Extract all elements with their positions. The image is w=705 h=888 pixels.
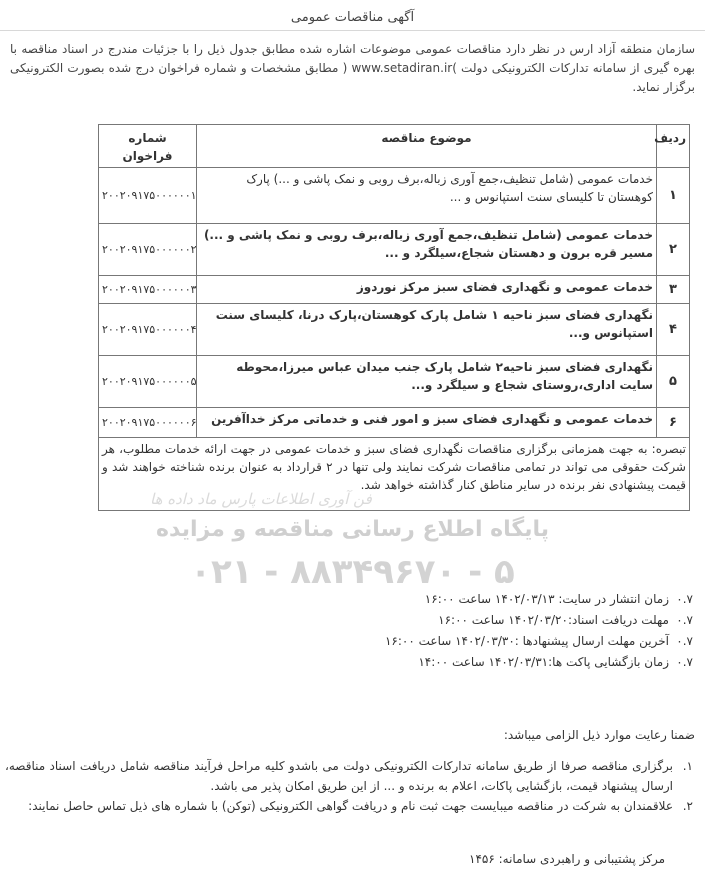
row-call-number: ۲۰۰۲۰۹۱۷۵۰۰۰۰۰۰۲: [99, 224, 197, 276]
row-subject: نگهداری فضای سبز ناحیه ۱ شامل پارک کوهستان،پارک درنا، کلیسای سنت استپانوس و...: [197, 304, 657, 356]
watermark-company: فن آوری اطلاعات پارس ماد داده ها: [150, 490, 372, 508]
list-marker: ۰.۷: [676, 655, 693, 669]
support-center: مرکز پشتیبانی و راهبردی سامانه: ۱۴۵۶: [469, 852, 665, 866]
table-row: [99, 224, 690, 276]
header-subject: موضوع مناقصه: [197, 125, 657, 168]
table-note-row: [99, 438, 690, 511]
row-call-number: ۲۰۰۲۰۹۱۷۵۰۰۰۰۰۰۵: [99, 356, 197, 408]
row-number: ۳: [657, 276, 690, 304]
list-marker: ۰.۷: [676, 613, 693, 627]
schedule-list: [385, 589, 695, 673]
list-marker: ۰.۷: [676, 592, 693, 606]
table-row: [99, 408, 690, 438]
row-number: ۲: [657, 224, 690, 276]
row-call-number: ۲۰۰۲۰۹۱۷۵۰۰۰۰۰۰۴: [99, 304, 197, 356]
opening-date: زمان بازگشایی پاکت ها:۱۴۰۲/۰۳/۳۱ ساعت ۱۴:۰۰: [418, 655, 669, 669]
header-row-number: ردیف: [657, 125, 690, 168]
table-row: [99, 168, 690, 224]
row-number: ۴: [657, 304, 690, 356]
list-marker: ۰.۷: [676, 634, 693, 648]
table-header-row: [99, 125, 690, 168]
requirements-list: [5, 756, 695, 816]
watermark-phone: ۰۲۱ - ۸۸۳۴۹۶۷۰ - ۵: [190, 552, 515, 592]
row-number: ۶: [657, 408, 690, 438]
page-title: آگهی مناقصات عمومی: [290, 10, 415, 25]
list-marker: ۱.: [682, 759, 693, 773]
watermark-portal-name: پایگاه اطلاع رسانی مناقصه و مزایده: [156, 517, 549, 542]
tender-table: [98, 124, 690, 511]
row-subject: نگهداری فضای سبز ناحیه۲ شامل پارک جنب میدان عباس میرزا،محوطه سایت اداری،روستای شجاع و سیلگرد و...: [197, 356, 657, 408]
table-row: [99, 276, 690, 304]
list-item: [385, 631, 695, 652]
requirement-text: برگزاری مناقصه صرفا از طریق سامانه تدارکات الکترونیکی دولت می باشدو کلیه مراحل فرآیند مناقصه شامل دریافت اسناد مناقصه، ارسال پیشنهاد قیمت، بازگشایی پاکات، اعلام به برنده و ... از این طریق امکان پذیر می باشد.: [5, 759, 673, 793]
row-call-number: ۲۰۰۲۰۹۱۷۵۰۰۰۰۰۰۶: [99, 408, 197, 438]
list-item: [5, 756, 695, 796]
document-deadline: مهلت دریافت اسناد:۱۴۰۲/۰۳/۲۰ ساعت ۱۶:۰۰: [438, 613, 669, 627]
publish-date: زمان انتشار در سایت: ۱۴۰۲/۰۳/۱۳ ساعت ۱۶:۰۰: [424, 592, 669, 606]
table-row: [99, 356, 690, 408]
header-call-number: شماره فراخوان: [99, 125, 197, 168]
list-marker: ۲.: [682, 799, 693, 813]
table-note: تبصره: به جهت همزمانی برگزاری مناقصات نگهداری فضای سبز و خدمات عمومی در جهت ارائه خدمات مطلوب، هر شرکت حقوقی می تواند در تمامی مناقصات شرکت نمایند ولی تنها در ۲ قرارداد به عنوان برنده شناخته خواهند شد و قیمت پیشنهادی نفر برنده در سایر مناطق کنار گذاشته خواهد شد.: [99, 438, 690, 511]
list-item: [385, 652, 695, 673]
list-item: [385, 589, 695, 610]
intro-paragraph: سازمان منطقه آزاد ارس در نظر دارد مناقصات عمومی موضوعات اشاره شده مطابق جدول ذیل را با جزئیات مندرج در اسناد مناقصه با بهره گیری از سامانه تدارکات الکترونیکی دولت )www.setadiran.ir ( مطابق مشخصات و شماره فراخوان درج شده بصورت الکترونیکی برگزار نماید.: [10, 42, 695, 94]
row-call-number: ۲۰۰۲۰۹۱۷۵۰۰۰۰۰۰۱: [99, 168, 197, 224]
row-subject: خدمات عمومی و نگهداری فضای سبز و امور فنی و خدماتی مرکز خداآفرین: [197, 408, 657, 438]
table-row: [99, 304, 690, 356]
row-number: ۱: [657, 168, 690, 224]
title-divider: [0, 30, 705, 31]
row-subject: خدمات عمومی (شامل تنظیف،جمع آوری زباله،برف روبی و نمک پاشی و ...) مسیر قره برون و دهستان شجاع،سیلگرد و ...: [197, 224, 657, 276]
requirement-text: علاقمندان به شرکت در مناقصه میبایست جهت ثبت نام و دریافت گواهی الکترونیکی (توکن) با شماره های ذیل تماس حاصل نمایند:: [28, 799, 673, 813]
row-number: ۵: [657, 356, 690, 408]
list-item: [385, 610, 695, 631]
requirements-heading: ضمنا رعایت موارد ذیل الزامی میباشد:: [503, 728, 695, 742]
list-item: [5, 796, 695, 816]
row-subject: خدمات عمومی (شامل تنظیف،جمع آوری زباله،برف روبی و نمک پاشی و ...) پارک کوهستان تا کلیسای سنت استپانوس و ...: [197, 168, 657, 224]
submission-deadline: آخرین مهلت ارسال پیشنهادها :۱۴۰۲/۰۳/۳۰ ساعت ۱۶:۰۰: [384, 634, 669, 648]
row-subject: خدمات عمومی و نگهداری فضای سبز مرکز نوردوز: [197, 276, 657, 304]
row-call-number: ۲۰۰۲۰۹۱۷۵۰۰۰۰۰۰۳: [99, 276, 197, 304]
